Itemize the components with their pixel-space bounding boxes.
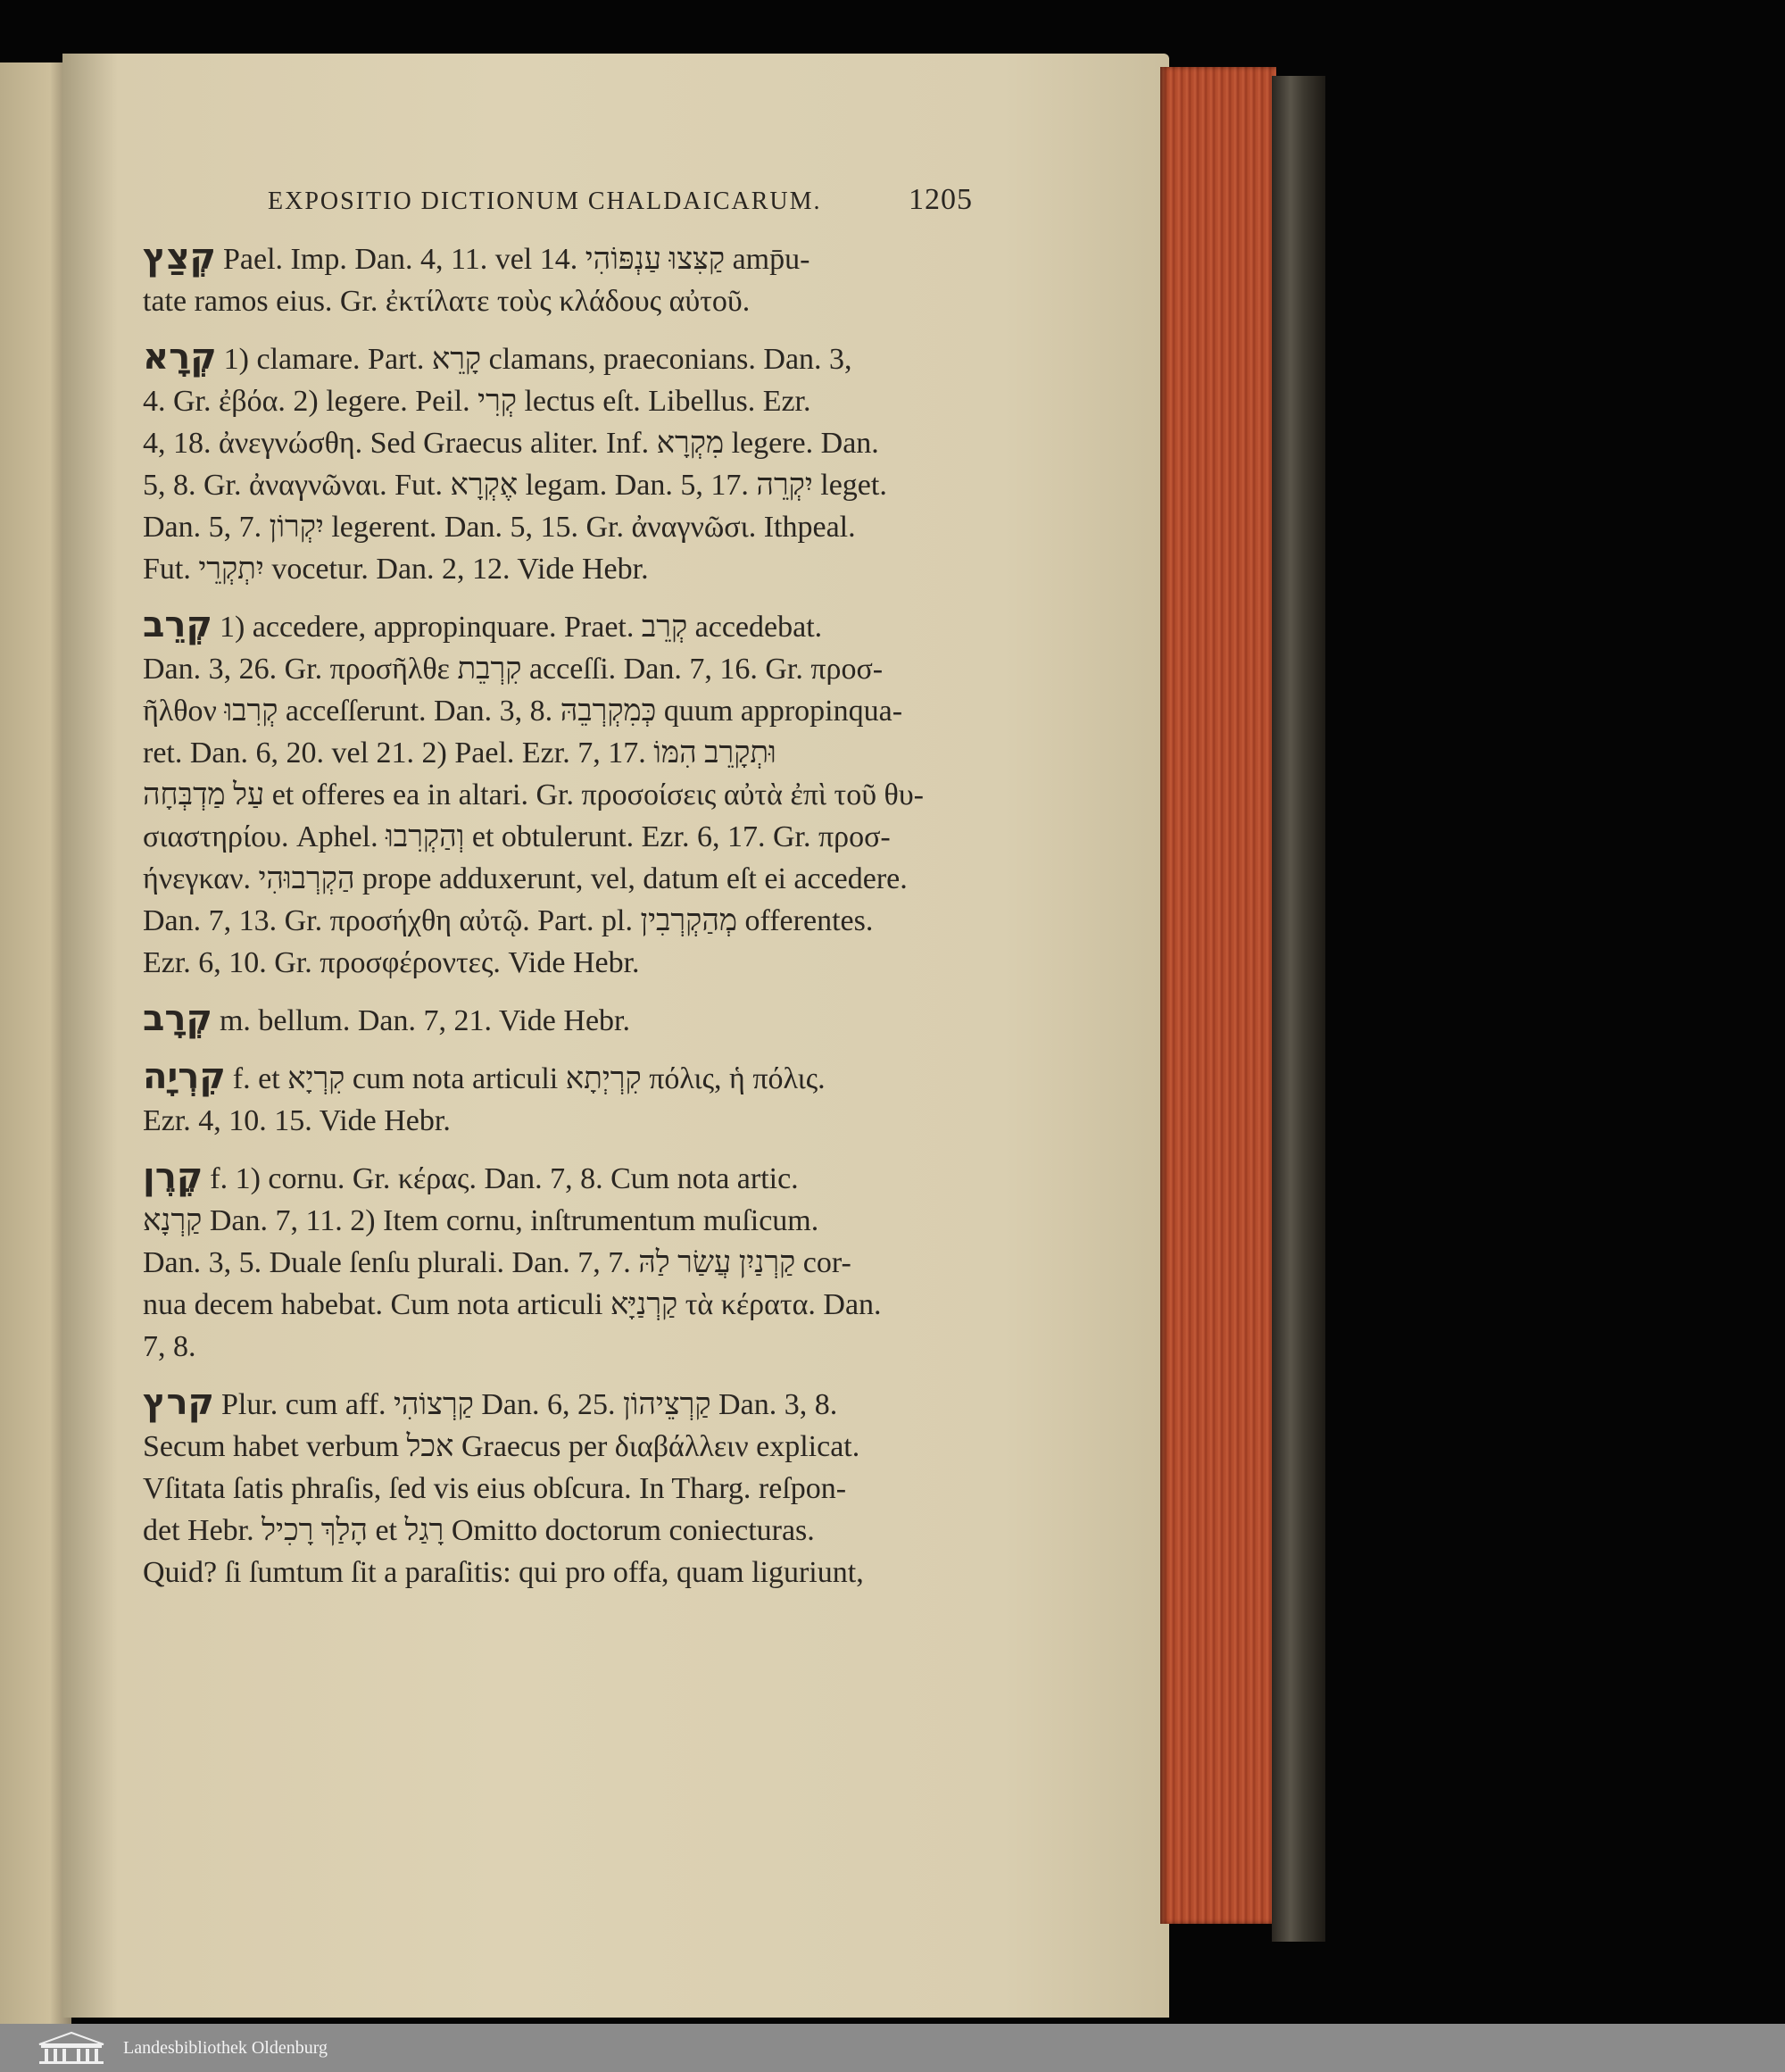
entry-line-text: f. et קִרְיָא cum nota articuli קִרְיְתָא πόλις, ἡ πόλις. [232,1062,826,1095]
entry-line-text: 4. Gr. ἐβόα. 2) legere. Peil. קְרִי lectus eſt. Libellus. Ezr. [143,385,811,418]
page-number: 1205 [909,183,973,216]
entry-line [143,380,973,422]
entry-line-text: Ezr. 6, 10. Gr. προσφέροντες. Vide Hebr. [143,946,640,979]
entry-line [143,942,973,984]
running-header [268,179,973,222]
entry-line [143,690,973,732]
entry-line [143,1100,973,1142]
entry-line-text: m. bellum. Dan. 7, 21. Vide Hebr. [219,1004,630,1037]
entry-headword: קִרְיָה [143,1056,226,1097]
dictionary-entry [143,1382,973,1594]
entry-line-text: ήνεγκαν. הַקְרְבוּהִי prope adduxerunt, vel, datum eſt ei accedere. [143,862,908,895]
entry-line [143,506,973,548]
footer-bar [0,2024,1785,2072]
entry-line-text: ῆλθον קְרִבוּ acceſſerunt. Dan. 3, 8. כְּמִקְרְבֵהּ quum appropinqua- [143,695,903,728]
page-block-edge [1160,67,1276,1924]
dictionary-entry [143,1056,973,1142]
entry-line [143,464,973,506]
entry-line-text: Quid? ſi ſumtum ſit a paraſitis: qui pro offa, quam liguriunt, [143,1556,864,1589]
entry-line-text: 1) clamare. Part. קָרֵא clamans, praeconians. Dan. 3, [223,343,852,376]
entry-line-text: 1) accedere, appropinquare. Praet. קְרֵב accedebat. [219,611,823,644]
entry-line-text: 5, 8. Gr. ἀναγνῶναι. Fut. אֶקְרָא legam. Dan. 5, 17. יִקְרֵה leget. [143,469,887,502]
entry-line [143,337,973,380]
entry-line [143,237,973,280]
entry-line-text: σιαστηρίου. Aphel. וְהַקְרִבוּ et obtulerunt. Ezr. 6, 17. Gr. προσ- [143,820,891,853]
entry-line-text: Vſitata ſatis phraſis, ſed vis eius obſcura. In Tharg. reſpon- [143,1472,847,1505]
entry-line [143,1056,973,1100]
entry-line [143,422,973,464]
entry-line [143,732,973,774]
dictionary-entry [143,337,973,590]
entry-headword: קרץ [143,1382,214,1423]
entry-line-text: Dan. 3, 5. Duale ſenſu plurali. Dan. 7, 7. קַרְנַיִן עֲשַׂר לַהּ cor- [143,1246,851,1279]
entry-headword: קְרָב [143,998,212,1039]
entry-line-text: Pael. Imp. Dan. 4, 11. vel 14. קַצִּצוּ עַנְפּוֹהִי amp̄u- [223,243,810,276]
entry-line [143,816,973,858]
entry-line [143,548,973,590]
entry-line [143,648,973,690]
entry-line-text: קַרְנָא Dan. 7, 11. 2) Item cornu, inſtrumentum muſicum. [143,1204,819,1237]
book-cover-board [1272,76,1325,1942]
entry-line-text: 7, 8. [143,1330,196,1363]
entry-line [143,280,973,322]
entry-line [143,1242,973,1284]
entry-line-text: det Hebr. הָלַךְ רָכִיל et רָגַל Omitto doctorum coniecturas. [143,1514,815,1547]
footer-label: Landesbibliothek Oldenburg [123,2037,328,2058]
dictionary-entry [143,1156,973,1368]
entry-headword: קְצַץ [143,237,217,278]
entry-line [143,1552,973,1594]
entry-line-text: nua decem habebat. Cum nota articuli קַרְנַיָּא τὰ κέρατα. Dan. [143,1288,882,1321]
dictionary-entry [143,237,973,322]
dictionary-entries [143,237,973,1594]
entry-line-text: Ezr. 4, 10. 15. Vide Hebr. [143,1104,451,1137]
entry-line [143,900,973,942]
entry-line-text: Dan. 7, 13. Gr. προσήχθη αὐτῷ. Part. pl. מְהַקְרְבִין offerentes. [143,904,874,937]
entry-line-text: Secum habet verbum אכל Graecus per διαβάλλειν explicat. [143,1430,860,1463]
entry-line-text: Dan. 5, 7. יִקְרוֹן legerent. Dan. 5, 15. Gr. ἀναγνῶσι. Ithpeal. [143,511,856,544]
entry-line-text: tate ramos eius. Gr. ἐκτίλατε τοὺς κλάδους αὐτοῦ. [143,285,751,318]
entry-line [143,1382,973,1426]
entry-line [143,1426,973,1468]
dictionary-entry [143,604,973,984]
entry-headword: קֶרֶן [143,1156,203,1197]
entry-headword: קְרָא [143,337,217,378]
entry-line [143,858,973,900]
entry-line-text: 4, 18. ἀνεγνώσθη. Sed Graecus aliter. Inf. מִקְרָא legere. Dan. [143,427,879,460]
running-title: EXPOSITIO DICTIONUM CHALDAICARUM. [268,187,822,215]
entry-line [143,1284,973,1326]
entry-line-text: עַל מַדְבְּחָה et offeres ea in altari. Gr. προσοίσεις αὐτὰ ἐπὶ τοῦ θυ- [143,778,924,811]
entry-line-text: Dan. 3, 26. Gr. προσῆλθε קִרְבֵת acceſſi. Dan. 7, 16. Gr. προσ- [143,653,884,686]
library-building-icon [36,2030,107,2066]
entry-line [143,998,973,1042]
left-page-edge [0,62,71,2026]
entry-headword: קְרֵב [143,604,212,645]
dictionary-entry [143,998,973,1042]
entry-line [143,1468,973,1510]
page-text [143,179,973,1594]
entry-line [143,1200,973,1242]
entry-line [143,1156,973,1200]
entry-line-text: Plur. cum aff. קַרְצוֹהִי Dan. 6, 25. קַרְצֵיהוֹן Dan. 3, 8. [220,1388,838,1421]
entry-line-text: f. 1) cornu. Gr. κέρας. Dan. 7, 8. Cum nota artic. [210,1162,799,1195]
entry-line-text: Fut. יִתְקְרֵי vocetur. Dan. 2, 12. Vide Hebr. [143,553,649,586]
entry-line [143,1510,973,1552]
entry-line-text: ret. Dan. 6, 20. vel 21. 2) Pael. Ezr. 7, 17. וּתְקָרֵב הִמּוֹ [143,736,776,770]
entry-line [143,774,973,816]
entry-line [143,604,973,648]
entry-line [143,1326,973,1368]
